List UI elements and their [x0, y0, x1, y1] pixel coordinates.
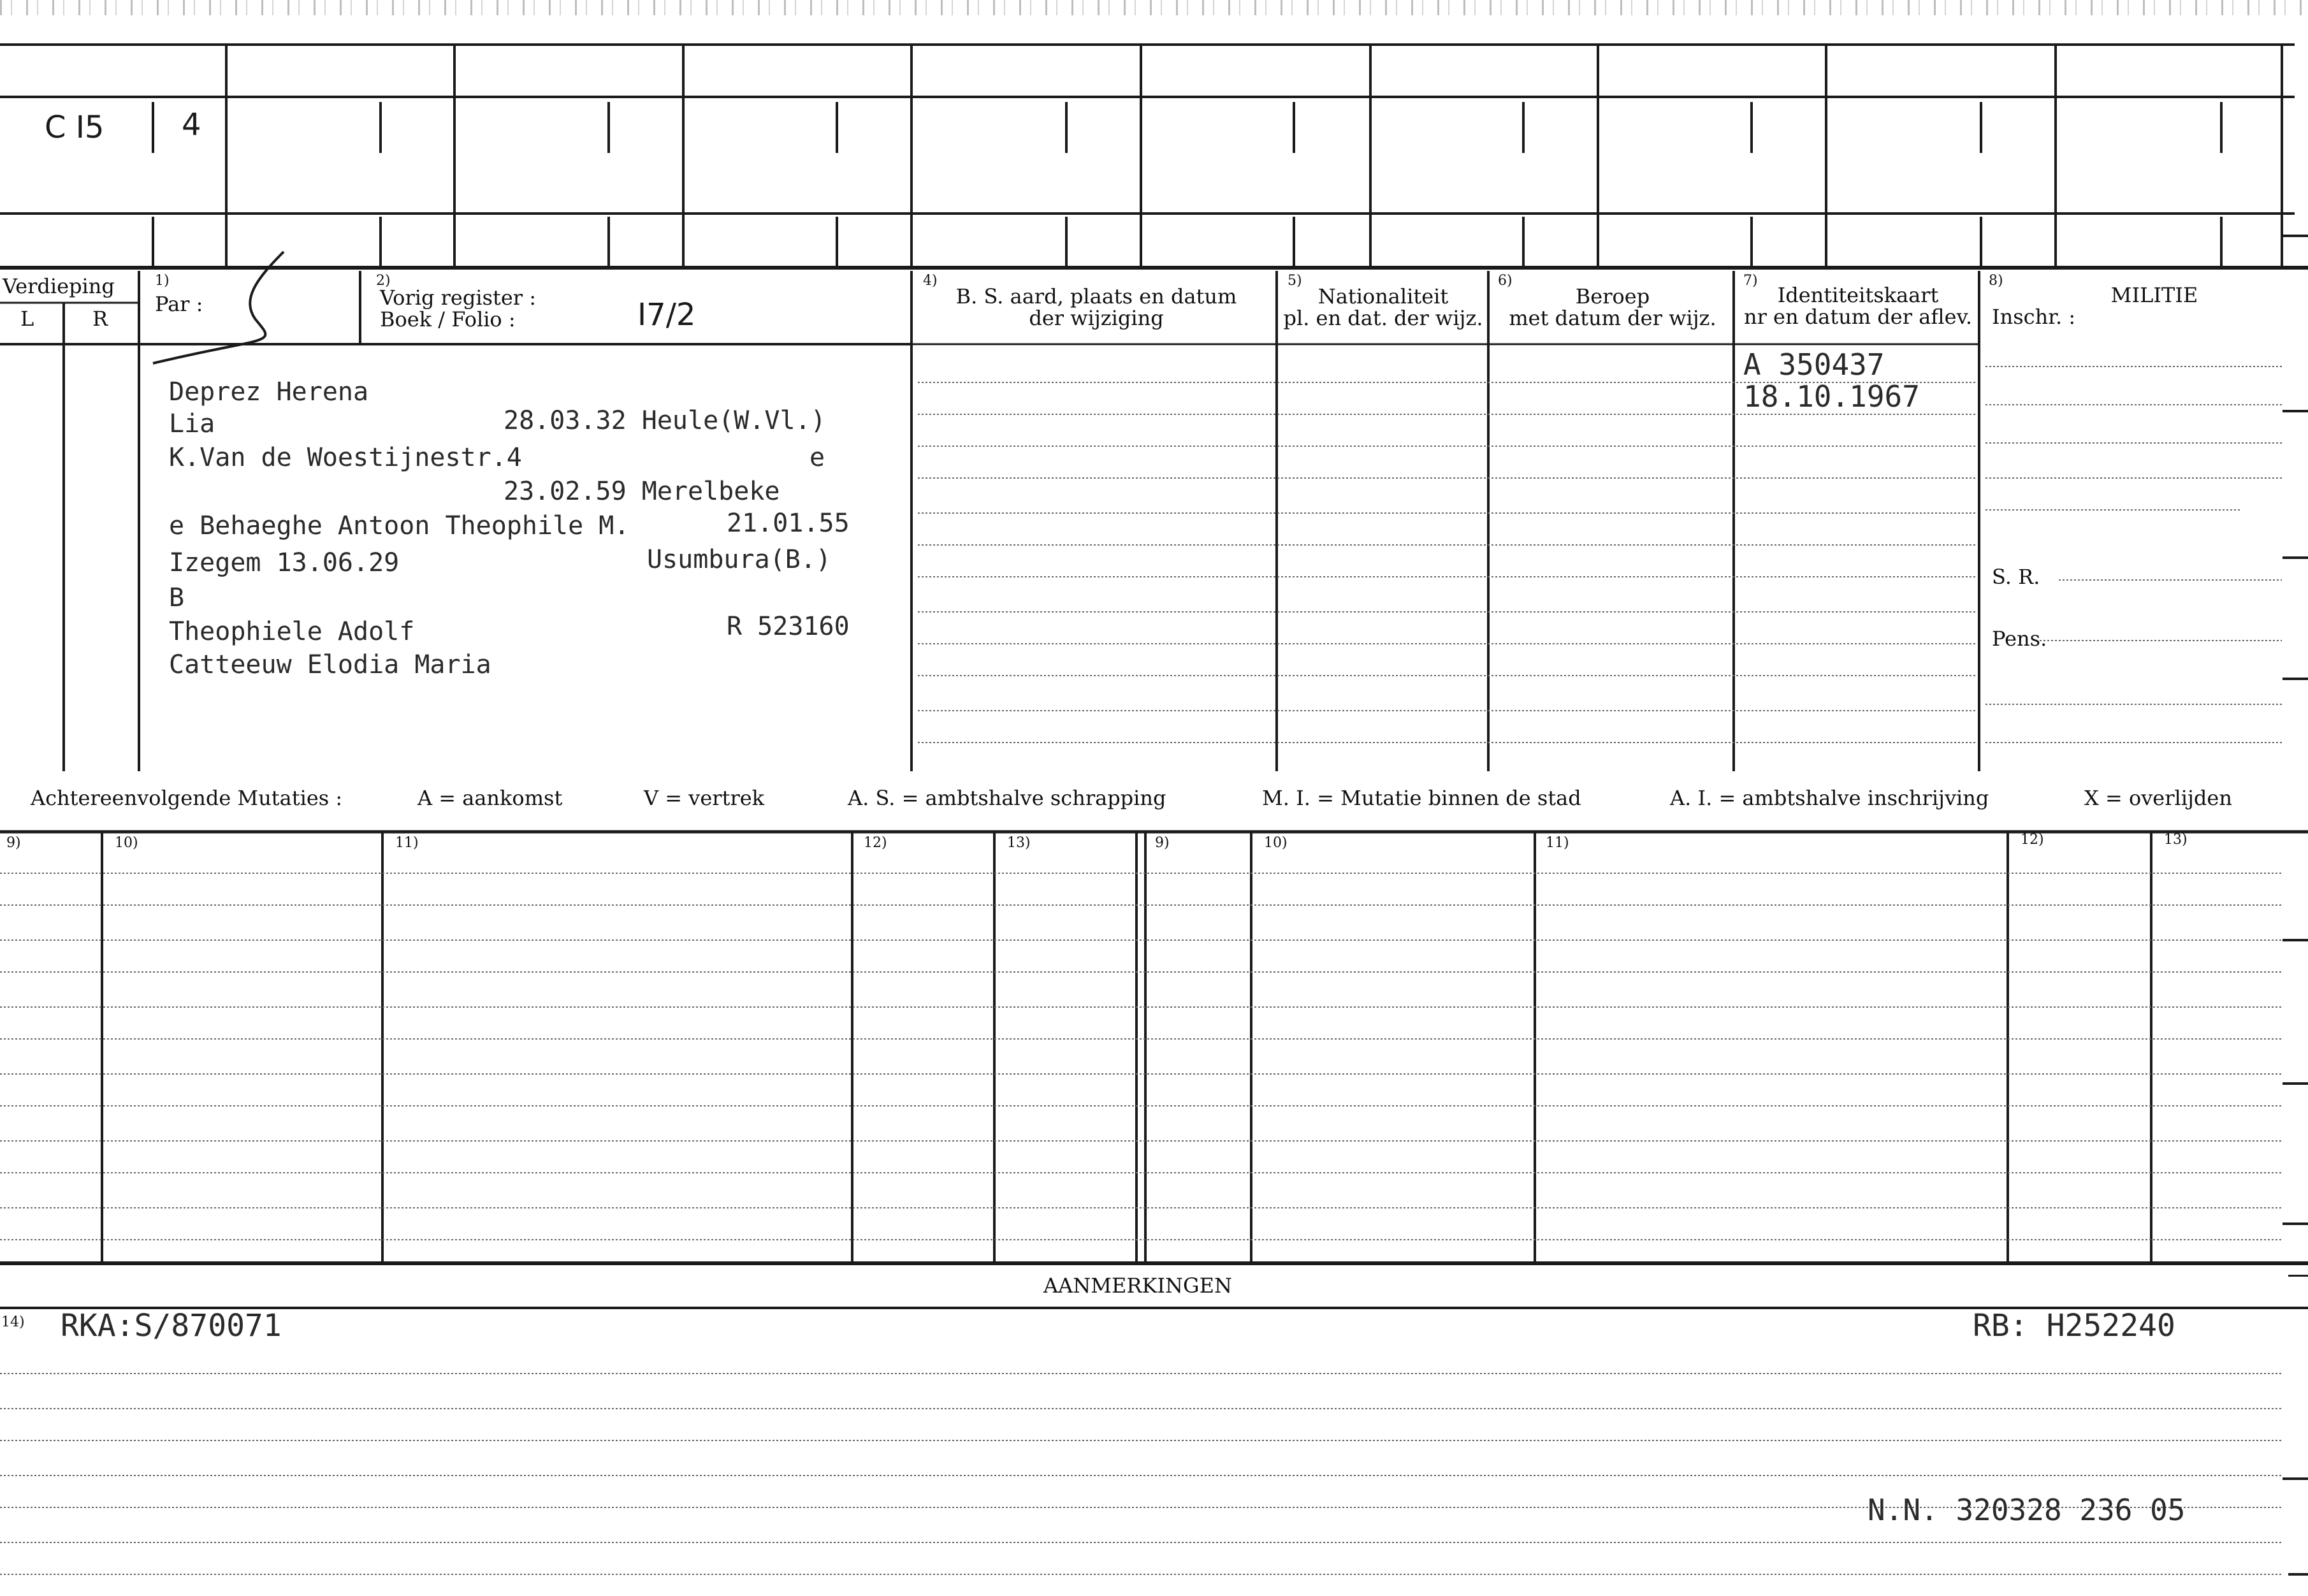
militie-title: MILITIE — [2110, 283, 2198, 307]
header-cell-number: 4 — [182, 107, 201, 143]
col6-number: 6) — [1498, 273, 1513, 289]
aanmerkingen-rka: RKA:S/870071 — [61, 1308, 282, 1344]
mutaties-right-col13: 13) — [2164, 832, 2188, 848]
person-mother: Catteeuw Elodia Maria — [169, 650, 491, 679]
col5-label-line1: Nationaliteit — [1317, 284, 1449, 308]
col5-number: 5) — [1288, 273, 1302, 289]
militie-sr-label: S. R. — [1992, 565, 2040, 589]
mutatie-ambtshalve-schrapping: A. S. = ambtshalve schrapping — [848, 786, 1166, 810]
verdieping-right-label: R — [92, 307, 108, 331]
mutaties-left-col13: 13) — [1007, 835, 1031, 851]
col1-par-label: Par : — [155, 292, 203, 316]
militie-inschr-label: Inschr. : — [1992, 305, 2076, 329]
col2-vorig-register-label: Vorig register : — [380, 286, 537, 310]
identity-card-date: 18.10.1967 — [1743, 379, 1920, 414]
mutaties-right-col9: 9) — [1155, 835, 1170, 851]
mutatie-vertrek: V = vertrek — [644, 786, 765, 810]
header-cell-code: C I5 — [45, 110, 105, 145]
mutaties-right-col12: 12) — [2021, 832, 2044, 848]
mutaties-right-col11: 11) — [1546, 835, 1569, 851]
col4-label-line2: der wijziging — [1029, 306, 1164, 330]
aanmerkingen-number: 14) — [1, 1314, 25, 1330]
person-address: K.Van de Woestijnestr.4 — [169, 443, 522, 472]
mutaties-left-col11: 11) — [395, 835, 419, 851]
col2-number: 2) — [376, 273, 391, 289]
mutatie-ambtshalve-inschrijving: A. I. = ambtshalve inschrijving — [1670, 786, 1989, 810]
col4-label-line1: B. S. aard, plaats en datum — [955, 284, 1237, 308]
col5-label-line2: pl. en dat. der wijz. — [1283, 306, 1483, 330]
aanmerkingen-title: AANMERKINGEN — [1043, 1273, 1232, 1298]
person-line-name: Deprez Herena — [169, 377, 369, 407]
edge-ticks — [2283, 0, 2308, 1596]
col2-boek-folio-label: Boek / Folio : — [380, 307, 516, 331]
mutatie-binnen-stad: M. I. = Mutatie binnen de stad — [1262, 786, 1581, 810]
aanmerkingen-rb: RB: H252240 — [1973, 1308, 2175, 1344]
col7-label-line2: nr en datum der aflev. — [1743, 305, 1973, 329]
mutatie-overlijden: X = overlijden — [2084, 786, 2232, 810]
verdieping-label: Verdieping — [3, 274, 115, 298]
verdieping-left-label: L — [20, 307, 34, 331]
person-spouse-birth: Izegem 13.06.29 — [169, 548, 400, 577]
col4-number: 4) — [923, 273, 938, 289]
person-marriage-date: 21.01.55 — [727, 509, 850, 538]
col7-label-line1: Identiteitskaart — [1777, 283, 1939, 307]
mutaties-left-col10: 10) — [115, 835, 138, 851]
mutaties-left-col9: 9) — [6, 835, 21, 851]
person-register-number: R 523160 — [727, 612, 850, 641]
aanmerkingen-nn: N.N. 320328 236 05 — [1868, 1493, 2186, 1527]
aanmerkingen-lines — [0, 1275, 2308, 1593]
col7-number: 7) — [1743, 273, 1758, 289]
militie-pens-label: Pens. — [1992, 627, 2047, 651]
person-birth-date-place: 28.03.32 Heule(W.Vl.) — [504, 406, 826, 435]
mutaties-table-lines — [0, 829, 2308, 1275]
person-line-firstname: Lia — [169, 409, 215, 439]
col6-label-line1: Beroep — [1575, 284, 1650, 308]
col8-number: 8) — [1989, 273, 2003, 289]
person-marriage-place: Usumbura(B.) — [647, 545, 831, 574]
col2-boek-folio-value: I7/2 — [637, 297, 696, 333]
mutaties-title: Achtereenvolgende Mutaties : — [31, 786, 343, 810]
mutaties-right-col10: 10) — [1264, 835, 1288, 851]
person-arrival-date-place: 23.02.59 Merelbeke — [504, 477, 780, 506]
mutatie-aankomst: A = aankomst — [417, 786, 563, 810]
mutaties-left-col12: 12) — [864, 835, 887, 851]
person-address-mark: e — [809, 443, 825, 472]
identity-card-number: A 350437 — [1743, 347, 1885, 382]
person-father: Theophiele Adolf — [169, 617, 415, 646]
person-spouse: e Behaeghe Antoon Theophile M. — [169, 511, 630, 540]
col1-number: 1) — [155, 273, 170, 289]
col6-label-line2: met datum der wijz. — [1509, 306, 1716, 330]
person-nationality-code: B — [169, 583, 185, 613]
